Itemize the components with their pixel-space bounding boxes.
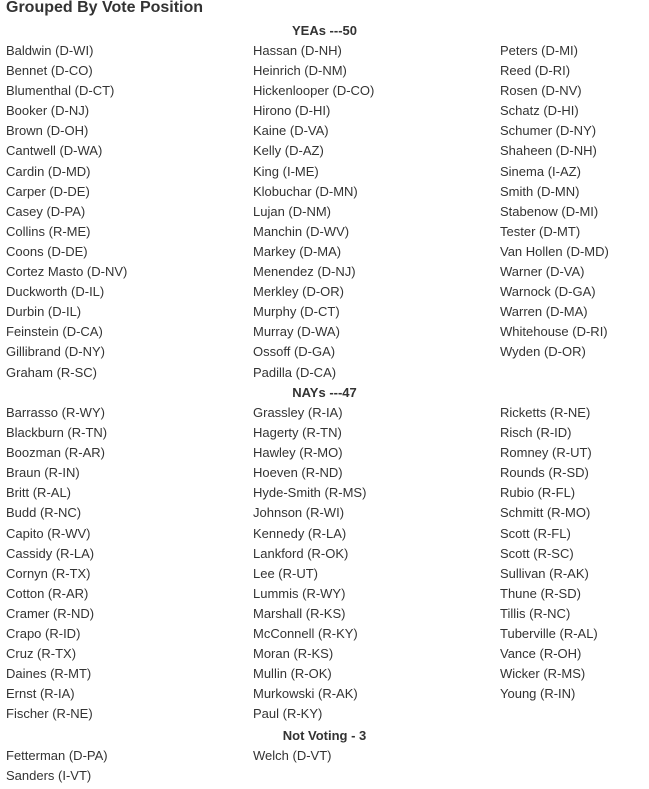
senator-entry: Coons (D-DE) [6, 243, 88, 259]
senator-entry: Fischer (R-NE) [6, 706, 93, 722]
senator-entry: Thune (R-SD) [500, 585, 581, 601]
senator-entry: Casey (D-PA) [6, 203, 86, 219]
not-voting-column-1 [6, 746, 108, 786]
senator-entry: Wicker (R-MS) [500, 666, 586, 682]
senator-entry: Whitehouse (D-RI) [500, 324, 608, 340]
senator-entry: Welch (D-VT) [253, 748, 332, 763]
yeas-column-3 [500, 41, 609, 363]
senator-entry: Brown (D-OH) [6, 123, 89, 139]
senator-entry: Cotton (R-AR) [6, 585, 89, 601]
senator-entry: Cantwell (D-WA) [6, 143, 103, 159]
senator-entry: Sullivan (R-AK) [500, 565, 589, 581]
senator-entry: Lankford (R-OK) [253, 545, 349, 561]
senator-entry: Murkowski (R-AK) [253, 686, 358, 702]
senator-entry: Tester (D-MT) [500, 223, 581, 239]
senator-entry: McConnell (R-KY) [253, 626, 358, 642]
senator-entry: Booker (D-NJ) [6, 103, 90, 119]
senator-entry: Sinema (I-AZ) [500, 163, 581, 179]
senator-entry: Reed (D-RI) [500, 63, 571, 79]
senator-entry: Hawley (R-MO) [253, 445, 343, 461]
senator-entry: Collins (R-ME) [6, 223, 91, 239]
senator-entry: Hagerty (R-TN) [253, 425, 342, 441]
senator-entry: Romney (R-UT) [500, 445, 592, 461]
senator-entry: Padilla (D-CA) [253, 364, 337, 380]
senator-entry: Young (R-IN) [500, 686, 576, 702]
senator-entry: Shaheen (D-NH) [500, 143, 597, 159]
senator-entry: Cortez Masto (D-NV) [6, 264, 128, 280]
senator-entry: Merkley (D-OR) [253, 284, 344, 300]
senator-entry: Mullin (R-OK) [253, 666, 332, 682]
not-voting-group [0, 726, 649, 784]
senator-entry: Menendez (D-NJ) [253, 264, 356, 280]
senator-entry: Sanders (I-VT) [6, 768, 92, 784]
senator-entry: Murphy (D-CT) [253, 304, 340, 320]
senator-entry: Ricketts (R-NE) [500, 405, 591, 420]
nays-group [0, 383, 649, 722]
senator-entry: Capito (R-WV) [6, 525, 91, 541]
senator-entry: Smith (D-MN) [500, 183, 580, 199]
senator-entry: Durbin (D-IL) [6, 304, 82, 320]
senator-entry: Barrasso (R-WY) [6, 405, 105, 420]
senator-entry: Wyden (D-OR) [500, 344, 586, 360]
senator-entry: Duckworth (D-IL) [6, 284, 105, 300]
senator-entry: Tuberville (R-AL) [500, 626, 598, 642]
senator-entry: Hickenlooper (D-CO) [253, 83, 375, 99]
senator-entry: Vance (R-OH) [500, 646, 582, 662]
senator-entry: Crapo (R-ID) [6, 626, 81, 642]
senator-entry: Ossoff (D-GA) [253, 344, 336, 360]
yeas-heading: YEAs ---50 [291, 23, 358, 38]
senator-entry: Kennedy (R-LA) [253, 525, 347, 541]
senator-entry: Cardin (D-MD) [6, 163, 91, 179]
senator-entry: Schatz (D-HI) [500, 103, 579, 119]
senator-entry: Heinrich (D-NM) [253, 63, 347, 79]
senator-entry: Tillis (R-NC) [500, 605, 571, 621]
senator-entry: Bennet (D-CO) [6, 63, 93, 79]
senator-entry: Klobuchar (D-MN) [253, 183, 358, 199]
senator-entry: Warren (D-MA) [500, 304, 588, 320]
senator-entry: Lujan (D-NM) [253, 203, 332, 219]
senator-entry: Manchin (D-WV) [253, 223, 350, 239]
senator-entry: Hoeven (R-ND) [253, 465, 343, 481]
senator-entry: Baldwin (D-WI) [6, 43, 94, 58]
senator-entry: Johnson (R-WI) [253, 505, 345, 521]
senator-entry: Britt (R-AL) [6, 485, 71, 501]
yeas-column-1 [6, 41, 127, 383]
senator-entry: King (I-ME) [253, 163, 319, 179]
senator-entry: Schmitt (R-MO) [500, 505, 591, 521]
senator-entry: Stabenow (D-MI) [500, 203, 599, 219]
senator-entry: Scott (R-SC) [500, 545, 574, 561]
senator-entry: Cassidy (R-LA) [6, 545, 95, 561]
senator-entry: Feinstein (D-CA) [6, 324, 103, 340]
senator-entry: Kelly (D-AZ) [253, 143, 324, 159]
senator-entry: Fetterman (D-PA) [6, 748, 108, 763]
senator-entry: Hassan (D-NH) [253, 43, 342, 58]
senator-entry: Markey (D-MA) [253, 243, 342, 259]
senator-entry: Schumer (D-NY) [500, 123, 597, 139]
senator-entry: Graham (R-SC) [6, 364, 98, 380]
senator-entry: Gillibrand (D-NY) [6, 344, 105, 360]
yeas-column-2 [253, 41, 374, 383]
senator-entry: Kaine (D-VA) [253, 123, 329, 139]
senator-entry: Paul (R-KY) [253, 706, 323, 722]
senator-entry: Scott (R-FL) [500, 525, 571, 541]
senator-entry: Daines (R-MT) [6, 666, 92, 682]
senator-entry: Cramer (R-ND) [6, 605, 95, 621]
nays-column-2 [253, 403, 366, 725]
senator-entry: Ernst (R-IA) [6, 686, 75, 702]
senator-entry: Risch (R-ID) [500, 425, 572, 441]
senator-entry: Hyde-Smith (R-MS) [253, 485, 367, 501]
yeas-group [0, 21, 649, 380]
nays-column-1 [6, 403, 107, 725]
nays-heading: NAYs ---47 [292, 385, 357, 400]
senator-entry: Murray (D-WA) [253, 324, 340, 340]
nays-column-3 [500, 403, 598, 704]
senator-entry: Peters (D-MI) [500, 43, 578, 58]
senator-entry: Hirono (D-HI) [253, 103, 331, 119]
senator-entry: Moran (R-KS) [253, 646, 334, 662]
senator-entry: Grassley (R-IA) [253, 405, 343, 420]
senator-entry: Lee (R-UT) [253, 565, 319, 581]
senator-entry: Rounds (R-SD) [500, 465, 589, 481]
senator-entry: Blumenthal (D-CT) [6, 83, 115, 99]
not-voting-column-2 [253, 746, 331, 766]
senator-entry: Cornyn (R-TX) [6, 565, 91, 581]
senator-entry: Cruz (R-TX) [6, 646, 77, 662]
senator-entry: Budd (R-NC) [6, 505, 82, 521]
senator-entry: Van Hollen (D-MD) [500, 243, 609, 259]
senator-entry: Marshall (R-KS) [253, 605, 346, 621]
senator-entry: Carper (D-DE) [6, 183, 90, 199]
senator-entry: Warner (D-VA) [500, 264, 585, 280]
not-voting-heading: Not Voting - 3 [282, 728, 367, 743]
senator-entry: Braun (R-IN) [6, 465, 80, 481]
senator-entry: Rubio (R-FL) [500, 485, 576, 501]
senator-entry: Rosen (D-NV) [500, 83, 582, 99]
page-title: Grouped By Vote Position [6, 0, 204, 16]
senator-entry: Boozman (R-AR) [6, 445, 105, 461]
senator-entry: Lummis (R-WY) [253, 585, 346, 601]
senator-entry: Warnock (D-GA) [500, 284, 596, 300]
senator-entry: Blackburn (R-TN) [6, 425, 108, 441]
